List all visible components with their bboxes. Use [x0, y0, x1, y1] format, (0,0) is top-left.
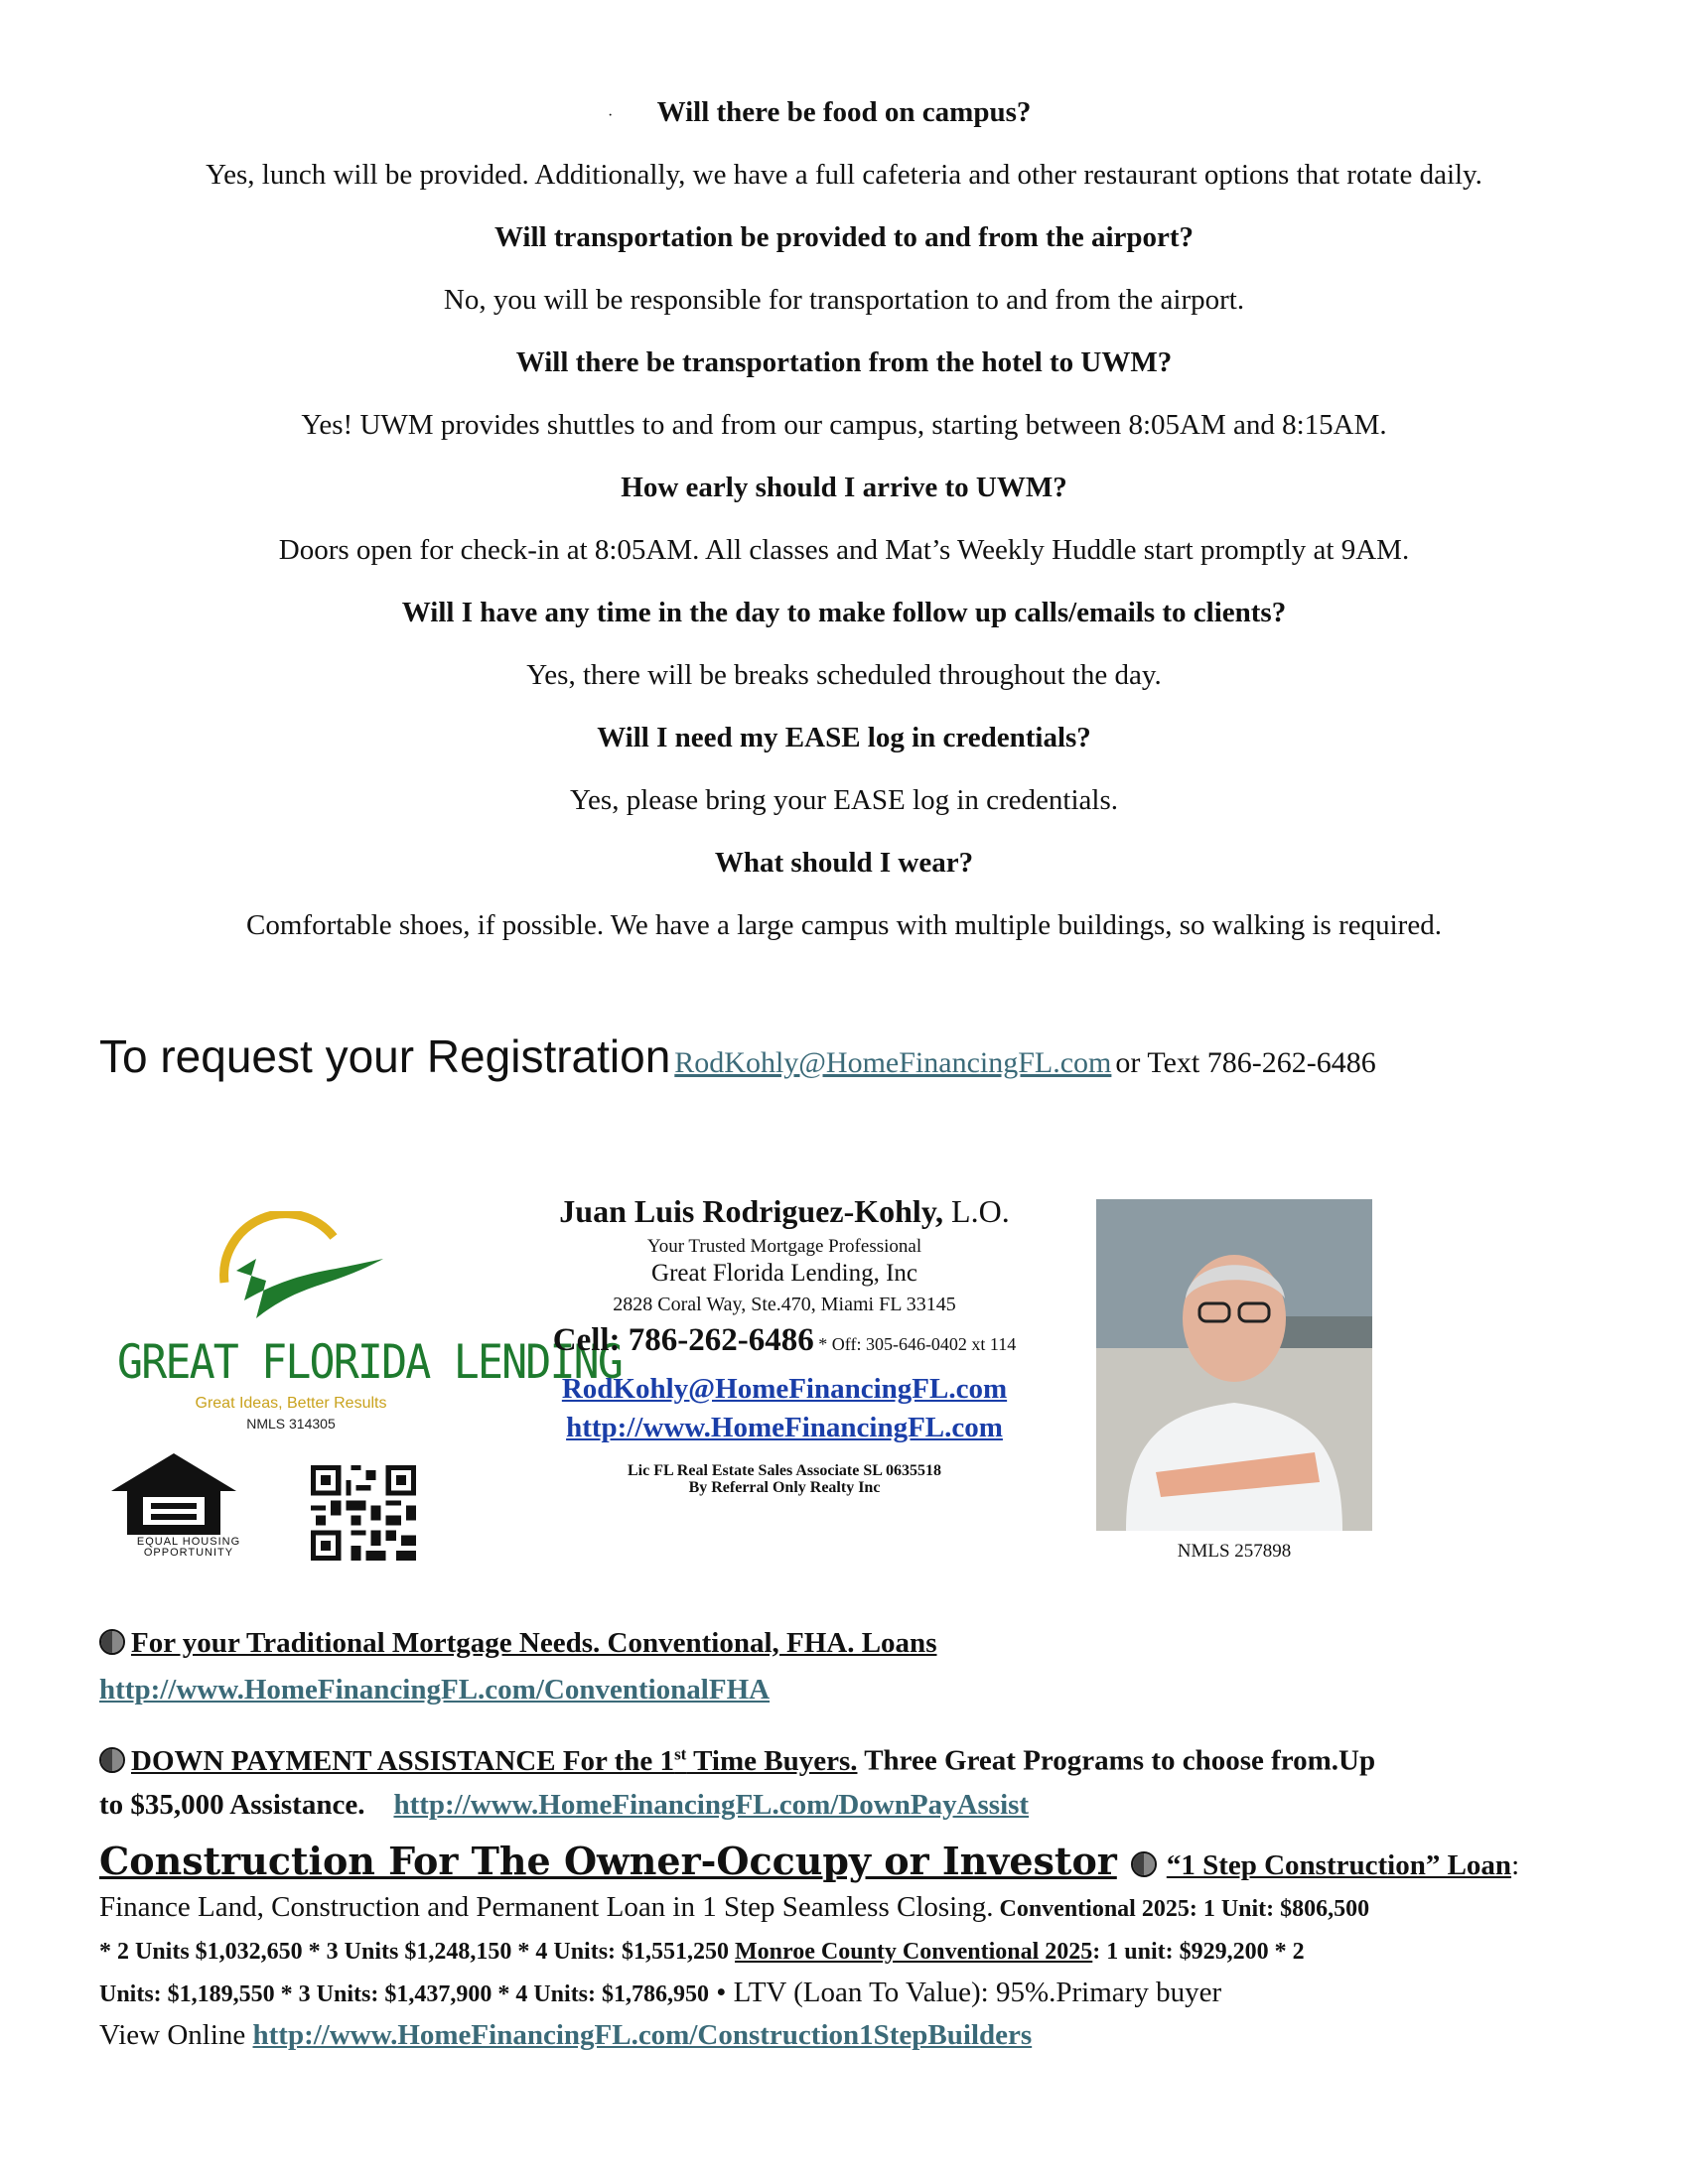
contact-office: * Off: 305-646-0402 xt 114	[813, 1334, 1017, 1354]
construction-limits3: : 1 unit: $929,200 * 2	[1092, 1939, 1305, 1965]
dpa-title-b: Time Buyers.	[686, 1744, 858, 1777]
traditional-title: For your Traditional Mortgage Needs. Conventional, FHA. Loans	[131, 1627, 937, 1659]
faq-list	[0, 95, 1688, 971]
construction-section	[99, 1839, 1589, 2056]
faq-question: Will I need my EASE log in credentials?	[597, 722, 1091, 753]
contact-address: 2828 Coral Way, Ste.470, Miami FL 33145	[613, 1294, 956, 1315]
contact-name: Juan Luis Rodriguez-Kohly,	[559, 1193, 944, 1229]
construction-limits2: * 2 Units $1,032,650 * 3 Units $1,248,150 * 4 Units: $1,551,250	[99, 1939, 736, 1965]
construction-limits4: Units: $1,189,550 * 3 Units: $1,437,900 * 4 Units: $1,786,950	[99, 1981, 710, 2007]
traditional-section	[99, 1622, 1589, 1715]
dpa-section	[99, 1732, 1589, 1827]
logo-swoosh-icon	[117, 1211, 465, 1335]
agent-photo-image	[1096, 1199, 1372, 1531]
construction-monroe: Monroe County Conventional 2025	[735, 1939, 1093, 1965]
registration-lead: To request your Registration	[99, 1030, 671, 1082]
construction-link[interactable]: http://www.HomeFinancingFL.com/Construction1StepBuilders	[252, 2019, 1033, 2051]
contact-email-link[interactable]: RodKohly@HomeFinancingFL.com	[561, 1373, 1008, 1405]
contact-tagline: Your Trusted Mortgage Professional	[646, 1236, 922, 1257]
registration-email-link[interactable]: RodKohly@HomeFinancingFL.com	[674, 1046, 1112, 1079]
contact-phone-line	[477, 1322, 1092, 1359]
pinwheel-icon	[99, 1747, 125, 1773]
registration-text: or Text 786-262-6486	[1115, 1046, 1376, 1079]
faq-question: Will there be transportation from the hotel to UWM?	[515, 346, 1173, 378]
faq-question: What should I wear?	[714, 847, 974, 879]
faq-question: How early should I arrive to UWM?	[621, 472, 1067, 503]
contact-card	[477, 1193, 1092, 1496]
contact-cell: Cell: 786-262-6486	[552, 1322, 814, 1358]
bullet-dot: ·	[608, 107, 614, 124]
contact-license-line1: Lic FL Real Estate Sales Associate SL 0635518	[628, 1462, 941, 1479]
dpa-title-a: DOWN PAYMENT ASSISTANCE For the 1	[131, 1744, 675, 1777]
construction-limits1: Conventional 2025: 1 Unit: $806,500	[993, 1896, 1370, 1922]
faq-answer: Yes, lunch will be provided. Additionally, we have a full cafeteria and other restaurant options that rotate daily.	[206, 159, 1482, 191]
great-florida-lending-logo	[117, 1211, 623, 1439]
logo-tagline: Great Ideas, Better Results	[195, 1395, 387, 1412]
dpa-rest1: Three Great Programs to choose from.Up	[857, 1744, 1376, 1777]
faq-answer: Yes, there will be breaks scheduled throughout the day.	[526, 659, 1162, 691]
dpa-rest2: to $35,000 Assistance.	[99, 1788, 365, 1821]
contact-website-link[interactable]: http://www.HomeFinancingFL.com	[566, 1412, 1003, 1443]
equal-housing-text: EQUAL HOUSING OPPORTUNITY	[136, 1536, 241, 1559]
faq-answer: Doors open for check-in at 8:05AM. All classes and Mat’s Weekly Huddle start promptly at 9AM.	[278, 534, 1410, 566]
construction-view: View Online	[99, 2019, 253, 2051]
qr-code-icon	[311, 1465, 416, 1561]
dpa-title	[131, 1745, 857, 1777]
dpa-link[interactable]: http://www.HomeFinancingFL.com/DownPayAssist	[393, 1788, 1030, 1821]
contact-license	[477, 1462, 1092, 1496]
contact-license-line2: By Referral Only Realty Inc	[688, 1479, 881, 1496]
faq-answer: Comfortable shoes, if possible. We have a large campus with multiple buildings, so walking is required.	[246, 909, 1442, 941]
pinwheel-icon	[1131, 1851, 1157, 1877]
faq-answer: Yes, please bring your EASE log in credentials.	[570, 784, 1118, 816]
pinwheel-icon	[99, 1629, 125, 1655]
construction-ltv: • LTV (Loan To Value): 95%.Primary buyer	[709, 1977, 1222, 2008]
registration-line	[99, 1029, 1376, 1083]
logo-nmls: NMLS 314305	[246, 1416, 336, 1432]
construction-body	[99, 1887, 1589, 2056]
dpa-title-sup: st	[674, 1744, 687, 1763]
construction-subheading: “1 Step Construction” Loan	[1166, 1849, 1512, 1881]
agent-photo	[1096, 1199, 1372, 1531]
traditional-link[interactable]: http://www.HomeFinancingFL.com/ConventionalFHA	[99, 1674, 771, 1706]
contact-company: Great Florida Lending, Inc	[651, 1260, 917, 1287]
faq-question: Will transportation be provided to and from the airport?	[493, 221, 1195, 253]
faq-question: Will I have any time in the day to make follow up calls/emails to clients?	[401, 597, 1287, 628]
contact-title: L.O.	[951, 1193, 1010, 1229]
construction-colon: :	[1511, 1849, 1520, 1881]
faq-answer: No, you will be responsible for transportation to and from the airport.	[443, 284, 1245, 316]
photo-nmls: NMLS 257898	[1177, 1541, 1292, 1562]
faq-answer: Yes! UWM provides shuttles to and from our campus, starting between 8:05AM and 8:15AM.	[301, 409, 1387, 441]
construction-line1: Finance Land, Construction and Permanent Loan in 1 Step Seamless Closing.	[99, 1891, 994, 1923]
faq-question: Will there be food on campus?	[656, 96, 1032, 128]
construction-heading: Construction For The Owner-Occupy or Investor	[99, 1839, 1117, 1883]
logo-wordmark: GREAT FLORIDA LENDING	[117, 1335, 623, 1390]
contact-name-line	[477, 1193, 1092, 1230]
